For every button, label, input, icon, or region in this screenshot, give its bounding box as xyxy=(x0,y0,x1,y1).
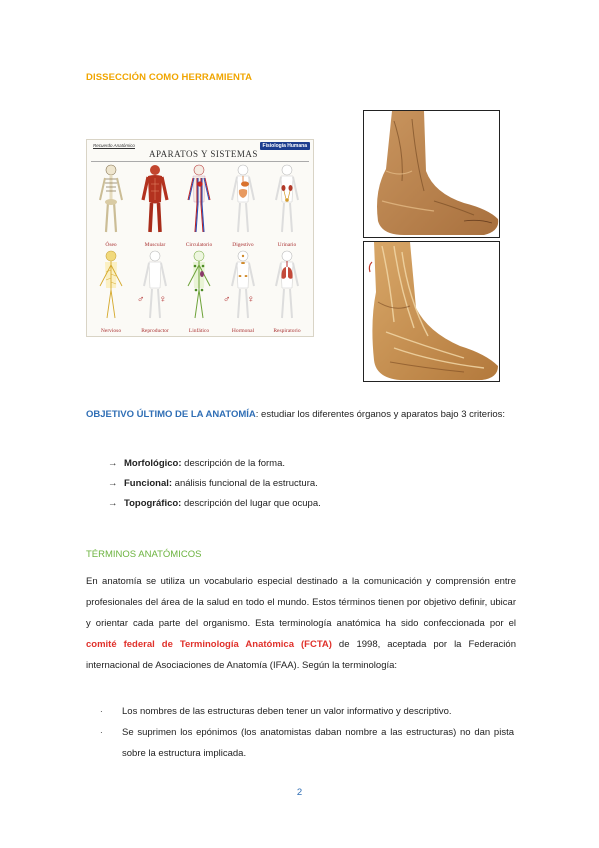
bullet-icon: · xyxy=(100,707,103,716)
section-heading-diseccion: DISSECCIÓN COMO HERRAMIENTA xyxy=(86,72,253,83)
criterion-term: Morfológico: xyxy=(124,458,182,469)
objective-label: OBJETIVO ÚLTIMO DE LA ANATOMÍA xyxy=(86,409,256,420)
rule-text: Se suprimen los epónimos (los anatomistas daban nombre a las estructuras) no dan pista sobre la estructura implicada. xyxy=(122,727,514,759)
arrow-right-icon: → xyxy=(108,478,118,489)
arrow-right-icon: → xyxy=(108,458,118,469)
system-label: Urinario xyxy=(277,242,297,248)
system-label: Respiratorio xyxy=(273,328,301,334)
objective-text: : estudiar los diferentes órganos y aparatos bajo 3 criterios: xyxy=(255,409,506,420)
criterion-item xyxy=(108,498,321,509)
figure-recuerdo-label: Recuerdo Anatómico xyxy=(93,143,135,148)
figure-header xyxy=(87,140,313,162)
system-oseo xyxy=(89,164,133,248)
system-hormonal xyxy=(221,250,265,334)
fcta-highlight: comité federal de Terminología Anatómica (FCTA) xyxy=(86,639,332,650)
reproductive-figure-icon xyxy=(141,250,169,320)
respiratory-figure-icon xyxy=(273,250,301,320)
rule-item xyxy=(100,722,516,764)
skeleton-figure-icon xyxy=(97,164,125,234)
criterion-term: Funcional: xyxy=(124,478,173,489)
criterion-item xyxy=(108,478,318,489)
male-symbol-icon: ♂ xyxy=(137,294,145,305)
system-label: Óseo xyxy=(105,242,117,248)
system-label: Muscular xyxy=(144,242,166,248)
rule-item xyxy=(100,701,516,722)
system-label: Nervioso xyxy=(100,328,122,334)
system-label: Hormonal xyxy=(231,328,255,334)
circulatory-figure-icon xyxy=(185,164,213,234)
section-heading-terminos: TÉRMINOS ANATÓMICOS xyxy=(86,549,202,560)
system-label: Circulatorio xyxy=(185,242,213,248)
figure-divider xyxy=(91,161,309,162)
hormonal-figure-icon xyxy=(229,250,257,320)
female-symbol-icon: ♀ xyxy=(159,294,167,305)
female-symbol-icon: ♀ xyxy=(247,294,255,305)
figure-badge: Fisiología Humana xyxy=(260,142,310,150)
page-number: 2 xyxy=(296,787,303,798)
lymphatic-figure-icon xyxy=(185,250,213,320)
system-label: Linfático xyxy=(188,328,210,334)
rule-text: Los nombres de las estructuras deben tener un valor informativo y descriptivo. xyxy=(122,706,452,717)
system-respiratorio xyxy=(265,250,309,334)
criterion-desc: análisis funcional de la estructura. xyxy=(172,478,318,489)
criterion-item xyxy=(108,458,285,469)
criterion-desc: descripción de la forma. xyxy=(181,458,286,469)
criterion-desc: descripción del lugar que ocupa. xyxy=(181,498,321,509)
system-label: Digestivo xyxy=(232,242,254,248)
foot-image-icon xyxy=(364,242,500,382)
foot-dissection-photo-deep xyxy=(363,241,500,382)
system-urinario xyxy=(265,164,309,248)
objective-paragraph xyxy=(86,404,516,425)
system-digestivo xyxy=(221,164,265,248)
figure-title: APARATOS Y SISTEMAS xyxy=(149,149,258,159)
bullet-icon: · xyxy=(100,728,103,737)
system-circulatorio xyxy=(177,164,221,248)
foot-image-icon xyxy=(364,111,500,238)
muscle-figure-icon xyxy=(141,164,169,234)
system-nervioso xyxy=(89,250,133,334)
foot-dissection-photo-superficial xyxy=(363,110,500,238)
nervous-figure-icon xyxy=(97,250,125,320)
system-reproductor xyxy=(133,250,177,334)
terms-text-before: En anatomía se utiliza un vocabulario especial destinado a la comunicación y comprensión entre profesionales del área de la salud en todo el mundo. Estos términos tienen por objetivo definir, ubicar y orientar cada parte del organismo. Esta terminología anatómica ha sido confeccionada por el xyxy=(86,576,516,629)
terms-text-after: de 1998, aceptada por la Federación internacional de Asociaciones de Anatomía (IFAA). Según la terminología: xyxy=(86,639,516,671)
arrow-right-icon: → xyxy=(108,498,118,509)
digestive-figure-icon xyxy=(229,164,257,234)
system-muscular xyxy=(133,164,177,248)
system-label: Reproductor xyxy=(141,328,169,334)
aparatos-y-sistemas-figure xyxy=(86,139,314,337)
terms-paragraph xyxy=(86,571,516,676)
male-symbol-icon: ♂ xyxy=(223,294,231,305)
criterion-term: Topográfico: xyxy=(124,498,182,509)
urinary-figure-icon xyxy=(273,164,301,234)
system-linfatico xyxy=(177,250,221,334)
